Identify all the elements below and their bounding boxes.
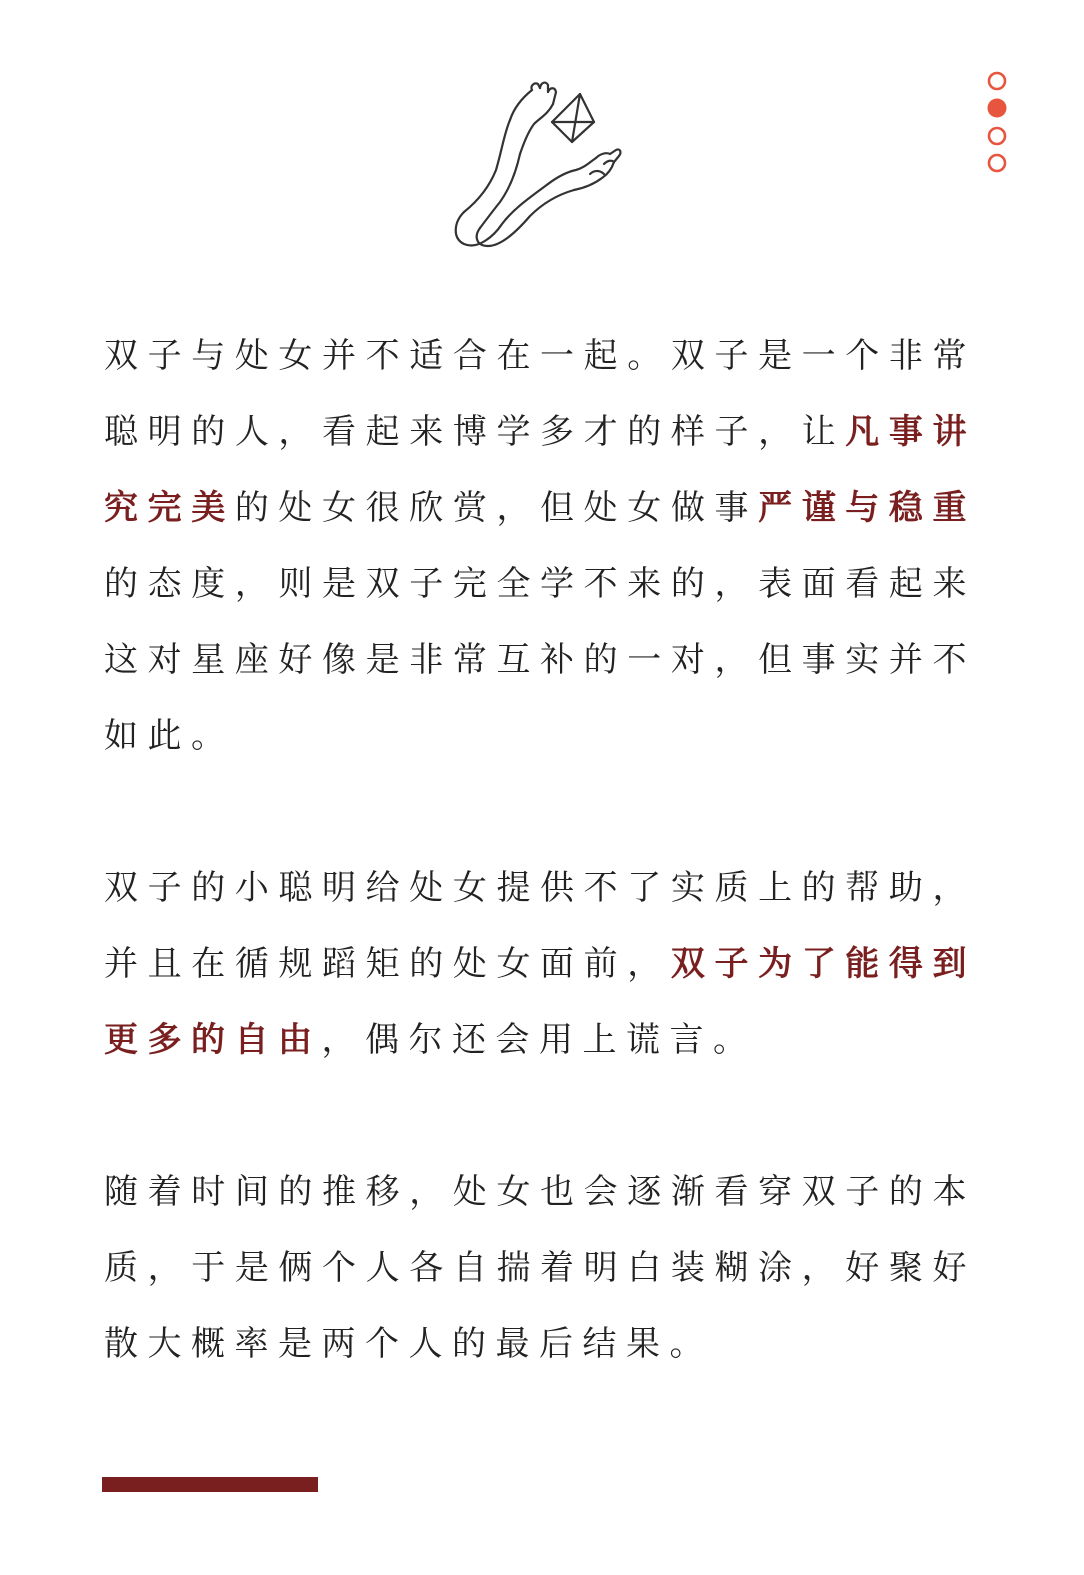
paragraph-2-text-1: 双子的小聪明给处女提供不了实质上的帮助，并且在循规蹈矩的处女面前， <box>104 868 976 984</box>
pagination-dot <box>989 155 1005 171</box>
pagination-dot <box>989 73 1005 89</box>
paragraph-1-highlight-2: 严谨与稳重 <box>758 488 977 528</box>
paragraph-2-text-2: ，偶尔还会用上谎言。 <box>321 1020 757 1060</box>
hands-holding-crystal-icon <box>440 70 640 260</box>
paragraph-1-highlight-1: 凡事讲究完美 <box>104 412 977 528</box>
pagination-dots-icon <box>984 70 1012 180</box>
pagination-dot-active <box>988 99 1007 118</box>
paragraph-1-text-3: 的态度，则是双子完全学不来的，表面看起来这对星座好像是非常互补的一对，但事实并不如此。 <box>104 564 976 756</box>
paragraph-1-text-1: 双子与处女并不适合在一起。双子是一个非常聪明的人，看起来博学多才的样子，让 <box>104 336 976 452</box>
paragraph-1 <box>104 318 976 774</box>
paragraph-3 <box>104 1154 976 1382</box>
bottom-accent-bar <box>102 1477 318 1492</box>
hands-crystal-illustration <box>440 70 640 260</box>
paragraph-2-highlight-1: 双子为了能得到更多的自由 <box>104 944 977 1060</box>
paragraph-2 <box>104 850 976 1078</box>
paragraph-3-text: 随着时间的推移，处女也会逐渐看穿双子的本质，于是俩个人各自揣着明白装糊涂，好聚好散大概率是两个人的最后结果。 <box>104 1172 976 1364</box>
paragraph-1-text-2: 的处女很欣赏，但处女做事 <box>234 488 759 528</box>
article-body <box>104 318 976 1382</box>
pagination-dot <box>989 128 1005 144</box>
pagination-dots <box>984 70 1012 180</box>
